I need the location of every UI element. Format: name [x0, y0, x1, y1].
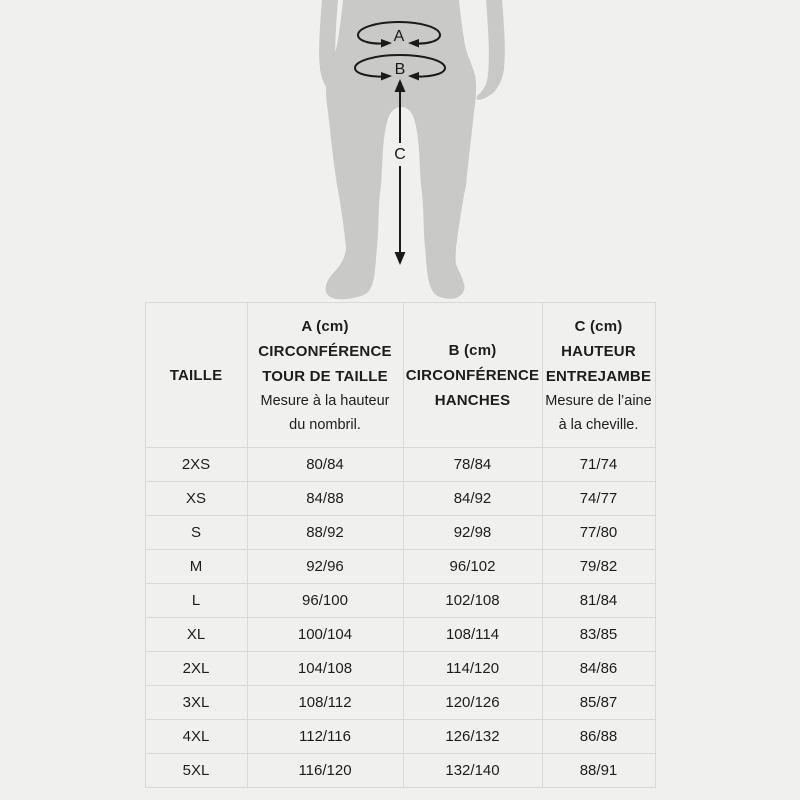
- measurement-cell: 132/140: [403, 754, 542, 788]
- measurement-cell: 80/84: [247, 448, 403, 482]
- measurement-cell: 96/102: [403, 550, 542, 584]
- measurement-cell: 84/88: [247, 482, 403, 516]
- table-row: [145, 516, 655, 550]
- column-note: [248, 389, 403, 437]
- column-title-line: ENTREJAMBE: [545, 367, 652, 385]
- column-title-line: B (cm): [448, 341, 497, 359]
- column-title-line: C (cm): [574, 317, 623, 335]
- column-title-line: A (cm): [301, 317, 349, 335]
- measurement-cell: 79/82: [542, 550, 655, 584]
- measurement-cell: 126/132: [403, 720, 542, 754]
- table-header: [145, 303, 655, 448]
- table-row: [145, 618, 655, 652]
- body-silhouette: [319, 0, 505, 299]
- measurement-cell: 100/104: [247, 618, 403, 652]
- table-row: [145, 550, 655, 584]
- label-b: B: [394, 61, 406, 78]
- size-cell: 3XL: [145, 686, 247, 720]
- size-cell: 2XL: [145, 652, 247, 686]
- size-cell: 2XS: [145, 448, 247, 482]
- measurement-cell: 96/100: [247, 584, 403, 618]
- header-row: [145, 303, 655, 448]
- label-a: A: [393, 28, 405, 45]
- column-header-3: [542, 303, 655, 448]
- size-cell: M: [145, 550, 247, 584]
- measurement-cell: 71/74: [542, 448, 655, 482]
- measurement-cell: 78/84: [403, 448, 542, 482]
- measurement-cell: 85/87: [542, 686, 655, 720]
- measurement-cell: 86/88: [542, 720, 655, 754]
- size-cell: 5XL: [145, 754, 247, 788]
- measurement-cell: 84/92: [403, 482, 542, 516]
- size-cell: XS: [145, 482, 247, 516]
- column-title-line: HANCHES: [434, 391, 511, 409]
- measurement-cell: 83/85: [542, 618, 655, 652]
- measurement-cell: 84/86: [542, 652, 655, 686]
- column-note-line: Mesure à la hauteur: [260, 392, 390, 409]
- column-title: [404, 338, 542, 413]
- table-body: [145, 448, 655, 788]
- column-title-line: TOUR DE TAILLE: [262, 367, 388, 385]
- table-row: [145, 754, 655, 788]
- right-arm-shape: [477, 0, 505, 100]
- measurement-cell: 74/77: [542, 482, 655, 516]
- column-title-line: CIRCONFÉRENCE: [258, 342, 392, 360]
- column-note-line: à la cheville.: [558, 416, 639, 433]
- column-header-1: [247, 303, 403, 448]
- size-cell: XL: [145, 618, 247, 652]
- measurement-cell: 104/108: [247, 652, 403, 686]
- column-note: [543, 389, 655, 437]
- body-measurement-diagram: [0, 0, 800, 302]
- measurement-cell: 114/120: [403, 652, 542, 686]
- column-title-line: HAUTEUR: [561, 342, 636, 360]
- column-title-line: CIRCONFÉRENCE: [405, 366, 540, 384]
- measurement-cell: 116/120: [247, 754, 403, 788]
- column-title: [248, 314, 403, 389]
- measurement-cell: 88/91: [542, 754, 655, 788]
- measurement-cell: 108/114: [403, 618, 542, 652]
- size-cell: S: [145, 516, 247, 550]
- measurement-cell: 92/96: [247, 550, 403, 584]
- measurement-cell: 112/116: [247, 720, 403, 754]
- measurement-cell: 102/108: [403, 584, 542, 618]
- size-cell: 4XL: [145, 720, 247, 754]
- label-c: C: [394, 146, 406, 163]
- column-header-2: [403, 303, 542, 448]
- size-cell: L: [145, 584, 247, 618]
- column-header-0: [145, 303, 247, 448]
- column-title: [146, 363, 247, 388]
- column-note-line: Mesure de l’aine: [545, 392, 652, 409]
- column-note-line: du nombril.: [289, 416, 361, 433]
- table-row: [145, 686, 655, 720]
- measurement-cell: 92/98: [403, 516, 542, 550]
- measurement-cell: 88/92: [247, 516, 403, 550]
- measurement-cell: 120/126: [403, 686, 542, 720]
- table-row: [145, 448, 655, 482]
- table-row: [145, 584, 655, 618]
- table-row: [145, 720, 655, 754]
- measurement-cell: 81/84: [542, 584, 655, 618]
- size-chart-table: [145, 302, 656, 788]
- measurement-cell: 108/112: [247, 686, 403, 720]
- table-row: [145, 652, 655, 686]
- column-title-line: TAILLE: [169, 366, 223, 384]
- column-title: [543, 314, 655, 389]
- measurement-cell: 77/80: [542, 516, 655, 550]
- table-row: [145, 482, 655, 516]
